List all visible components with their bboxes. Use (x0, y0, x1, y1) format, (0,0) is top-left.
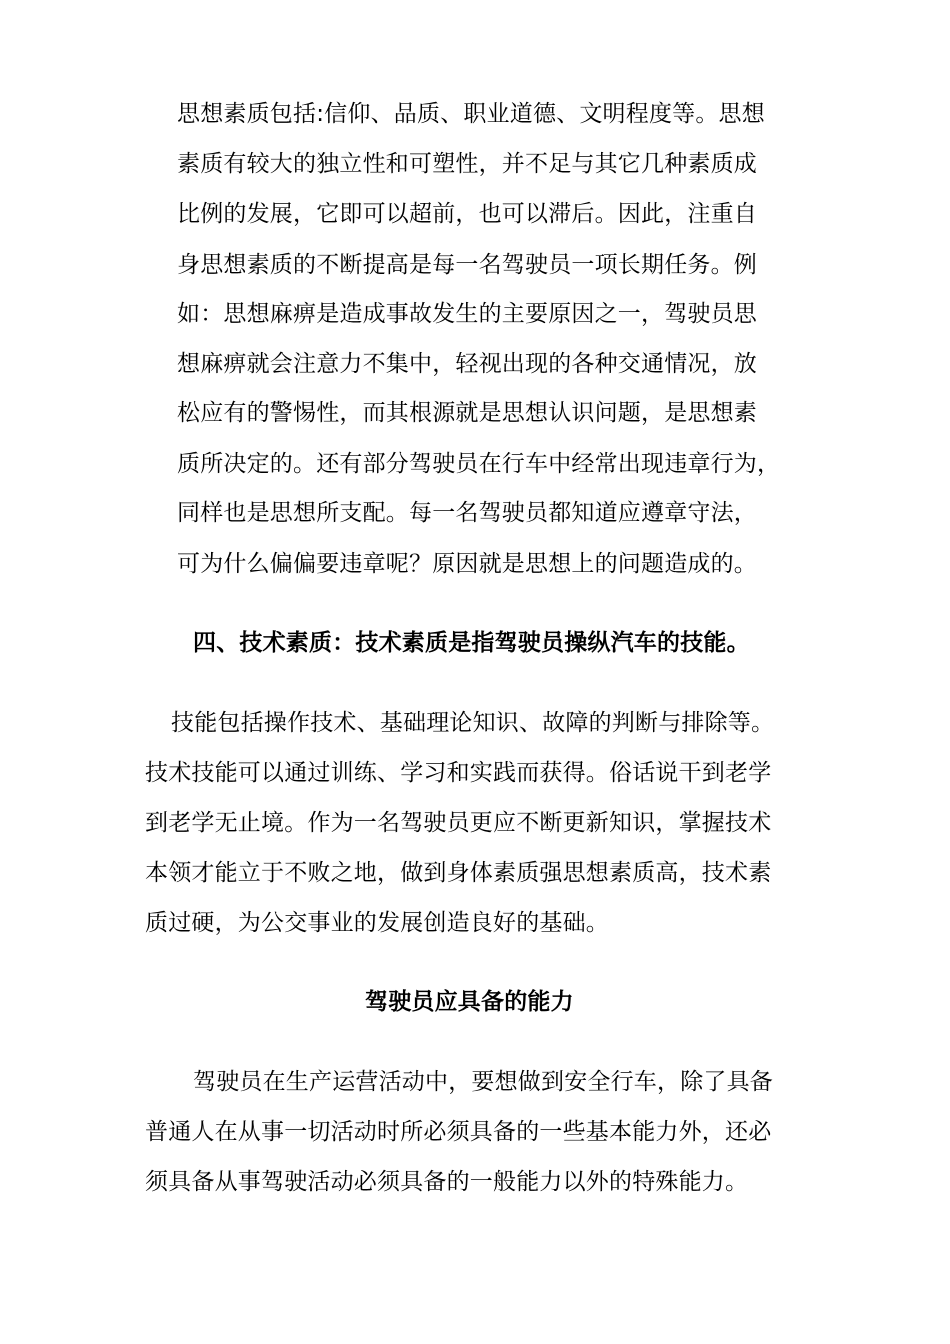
text-line: 技能包括操作技术、基础理论知识、故障的判断与排除等。 (171, 710, 775, 736)
text-line: 技术技能可以通过训练、学习和实践而获得。俗话说干到老学 (145, 760, 772, 786)
text-line: 质过硬，为公交事业的发展创造良好的基础。 (145, 910, 609, 936)
text-line: 质所决定的。还有部分驾驶员在行车中经常出现违章行为， (177, 451, 781, 477)
text-line: 身思想素质的不断提高是每一名驾驶员一项长期任务。例 (177, 252, 757, 278)
text-line: 松应有的警惕性，而其根源就是思想认识问题，是思想素 (177, 400, 757, 426)
text-line: 驾驶员在生产运营活动中，要想做到安全行车，除了具备 (193, 1069, 773, 1095)
text-line: 比例的发展，它即可以超前，也可以滞后。因此，注重自 (177, 201, 757, 227)
text-line: 须具备从事驾驶活动必须具备的一般能力以外的特殊能力。 (145, 1169, 749, 1195)
text-line: 如：思想麻痹是造成事故发生的主要原因之一，驾驶员思 (177, 301, 757, 327)
text-line: 同样也是思想所支配。每一名驾驶员都知道应遵章守法， (177, 500, 757, 526)
section-title-driver-abilities: 驾驶员应具备的能力 (365, 989, 574, 1015)
text-line: 普通人在从事一切活动时所必须具备的一些基本能力外，还必 (145, 1119, 772, 1145)
text-line: 素质有较大的独立性和可塑性，并不足与其它几种素质成 (177, 151, 757, 177)
text-line: 思想素质包括:信仰、品质、职业道德、文明程度等。思想 (177, 101, 765, 127)
text-line: 到老学无止境。作为一名驾驶员更应不断更新知识，掌握技术 (145, 810, 772, 836)
text-line: 想麻痹就会注意力不集中，轻视出现的各种交通情况，放 (177, 351, 757, 377)
text-line: 可为什么偏偏要违章呢？原因就是思想上的问题造成的。 (177, 551, 757, 577)
section-heading-technical-quality: 四、技术素质：技术素质是指驾驶员操纵汽车的技能。 (193, 630, 750, 656)
text-line: 本领才能立于不败之地，做到身体素质强思想素质高，技术素 (145, 860, 772, 886)
